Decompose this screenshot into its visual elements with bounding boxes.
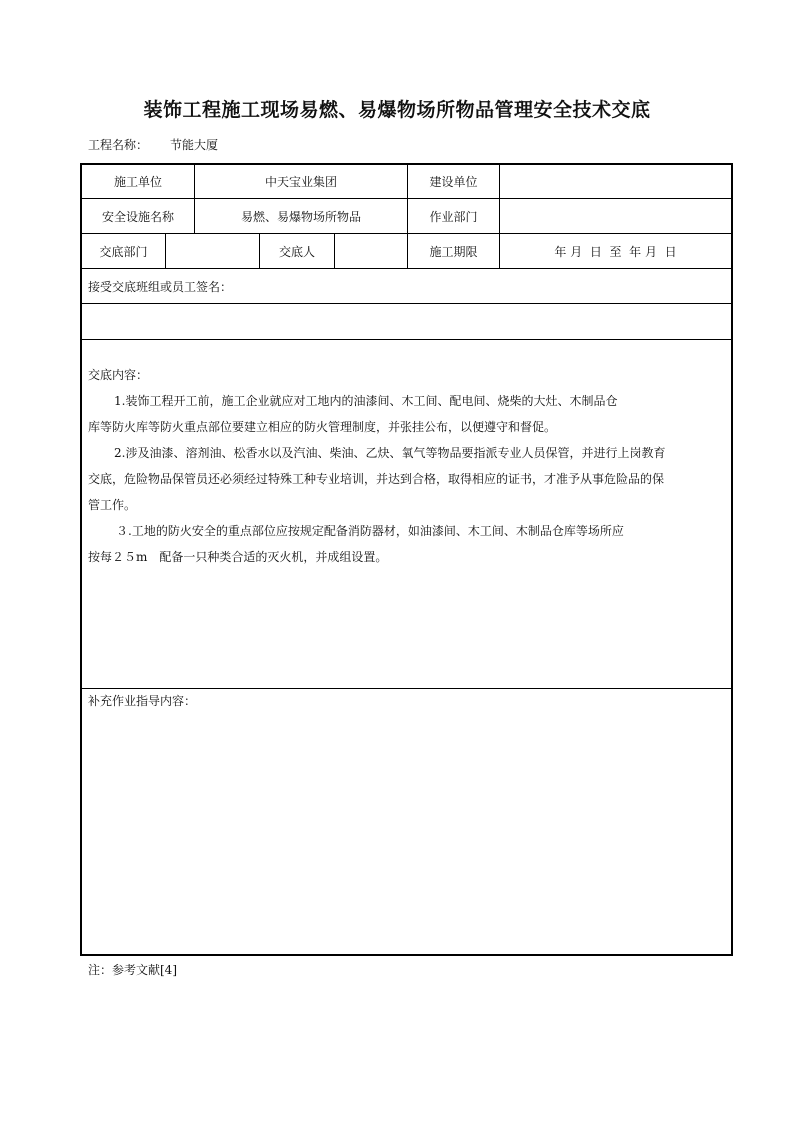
project-name bbox=[88, 136, 218, 153]
signature-label: 接受交底班组或员工签名： bbox=[88, 279, 233, 294]
owner-unit-value bbox=[500, 164, 731, 198]
footnote: 注：参考文献[4] bbox=[88, 963, 177, 977]
content-line: 管工作。 bbox=[88, 498, 137, 512]
supplement-label: 补充作业指导内容： bbox=[88, 694, 197, 708]
period-label: 施工期限 bbox=[429, 244, 478, 259]
row-divider bbox=[81, 303, 732, 304]
discloser-value bbox=[335, 234, 407, 268]
content-line: 库等防火库等防火重点部位要建立相应的防火管理制度，并张挂公布，以便遵守和督促。 bbox=[88, 420, 557, 434]
construction-unit-value: 中天宝业集团 bbox=[264, 174, 337, 189]
facility-name-value: 易燃、易爆物场所物品 bbox=[240, 209, 361, 224]
document-title: 装饰工程施工现场易燃、易爆物场所物品管理安全技术交底 bbox=[143, 99, 651, 121]
disclosure-content bbox=[88, 362, 728, 570]
discloser-label: 交底人 bbox=[278, 244, 315, 259]
owner-unit-label: 建设单位 bbox=[429, 174, 478, 189]
content-line: 1.装饰工程开工前，施工企业就应对工地内的油漆间、木工间、配电间、烧柴的大灶、木制品仓 bbox=[114, 394, 618, 408]
facility-name-label: 安全设施名称 bbox=[101, 209, 174, 224]
content-line: 按每２５m 配备一只种类合适的灭火机，并成组设置。 bbox=[88, 550, 388, 564]
project-label: 工程名称： bbox=[88, 138, 149, 152]
content-line: 交底，危险物品保管员还必须经过特殊工种专业培训，并达到合格，取得相应的证书，才准予从事危险品的保 bbox=[88, 472, 665, 486]
work-dept-label: 作业部门 bbox=[429, 209, 478, 224]
disclosure-dept-value bbox=[166, 234, 259, 268]
content-label: 交底内容： bbox=[88, 368, 149, 382]
row-divider bbox=[81, 339, 732, 340]
period-value: 年 月 日 至 年 月 日 bbox=[554, 244, 677, 259]
construction-unit-label: 施工单位 bbox=[113, 174, 162, 189]
content-line: 2.涉及油漆、溶剂油、松香水以及汽油、柴油、乙炔、氧气等物品要指派专业人员保管，并进行上岗教育 bbox=[114, 446, 666, 460]
content-line: ３.工地的防火安全的重点部位应按规定配备消防器材，如油漆间、木工间、木制品仓库等场所应 bbox=[116, 524, 624, 538]
work-dept-value bbox=[500, 199, 731, 233]
project-value: 节能大厦 bbox=[170, 138, 219, 152]
disclosure-dept-label: 交底部门 bbox=[99, 244, 148, 259]
